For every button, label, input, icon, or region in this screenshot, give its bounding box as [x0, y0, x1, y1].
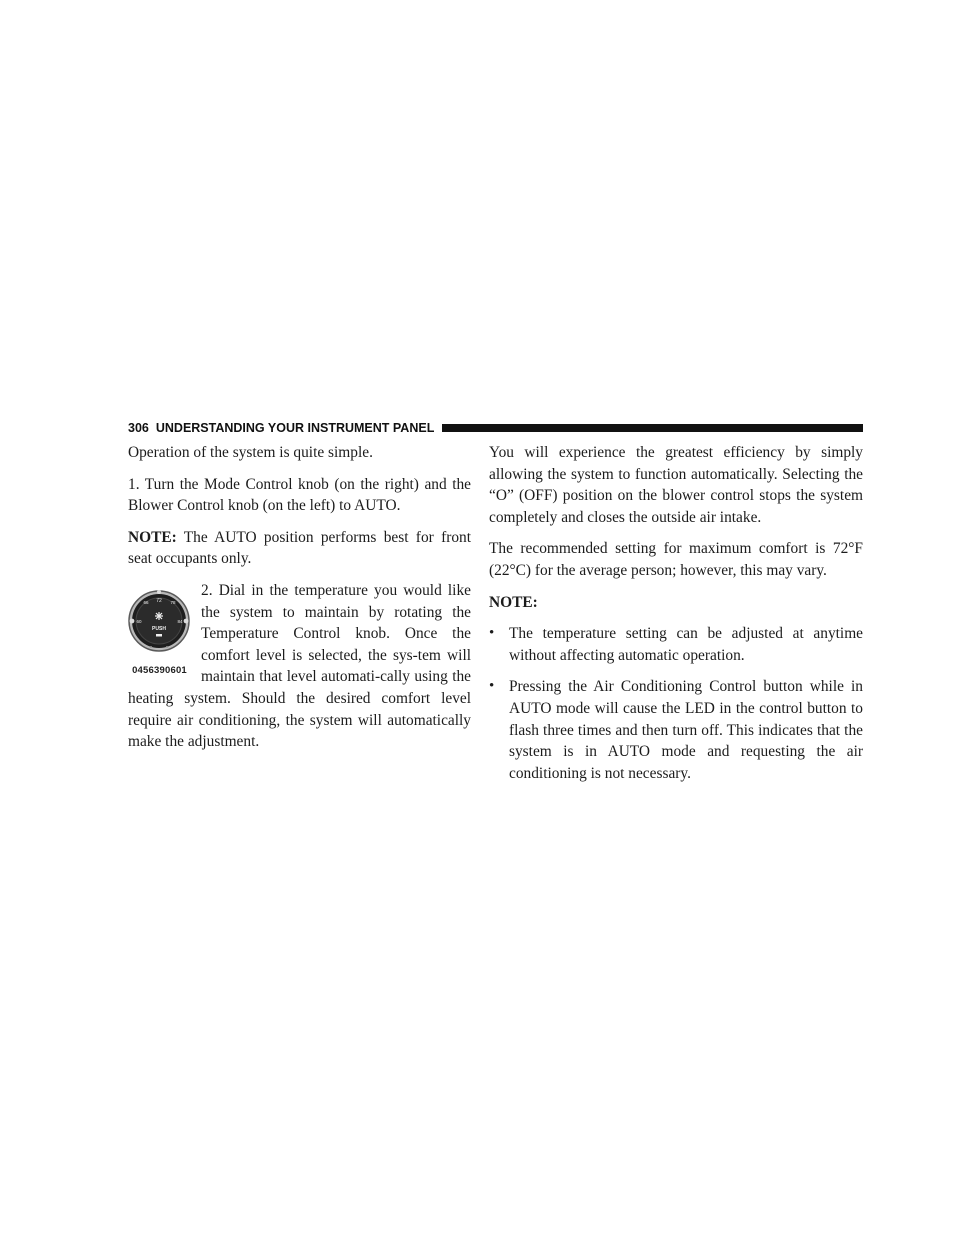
- knob-push-label: PUSH: [152, 625, 166, 632]
- step-2-paragraph: 2. Dial in the temperature you would like the system to maintain by rotating the Temperature Control knob. Once the comfort level is selected, the sys-tem will maintain that level automati-cally using the heating system. Should the desired comfort level require air conditioning, the system will automatically make the adjustment.: [128, 581, 471, 751]
- step-2-block: [128, 580, 471, 753]
- temperature-knob-figure: [118, 580, 201, 680]
- note-heading: NOTE:: [489, 593, 538, 611]
- intro-paragraph: Operation of the system is quite simple.: [128, 444, 373, 461]
- left-column: [128, 442, 471, 753]
- recommended-setting-paragraph: The recommended setting for maximum comfort is 72°F (22°C) for the average person; however, this may vary.: [489, 540, 863, 579]
- bullet-icon: •: [489, 625, 495, 642]
- bullet-text: The temperature setting can be adjusted at anytime without affecting automatic operation.: [509, 625, 863, 664]
- knob-label-upper-left: 66: [143, 599, 149, 605]
- bullet-text: Pressing the Air Conditioning Control button while in AUTO mode will cause the LED in the control button to flash three times and then turn off. This indicates that the system is in AUTO mode and requesting the air conditioning is not necessary.: [509, 678, 863, 782]
- note-label: NOTE:: [128, 528, 177, 546]
- efficiency-paragraph: You will experience the greatest efficiency by simply allowing the system to function automatically. Selecting the “O” (OFF) position on the blower control stops the system completely and closes the outside air intake.: [489, 444, 863, 526]
- knob-label-upper-right: 78: [170, 599, 176, 605]
- temperature-knob-icon: [118, 580, 201, 660]
- page-number: 306: [128, 421, 149, 435]
- knob-label-left: 60: [136, 618, 142, 624]
- note-bullet-list: [489, 623, 863, 784]
- list-item: [489, 676, 863, 784]
- note-text: The AUTO position performs best for front seat occupants only.: [128, 528, 471, 568]
- step-1-paragraph: 1. Turn the Mode Control knob (on the right) and the Blower Control knob (on the left) to AUTO.: [128, 475, 471, 515]
- page-header: [128, 420, 863, 436]
- figure-id: 0456390601: [132, 664, 187, 676]
- bullet-icon: •: [489, 678, 495, 695]
- note-paragraph: [128, 527, 471, 570]
- section-title: UNDERSTANDING YOUR INSTRUMENT PANEL: [155, 421, 435, 435]
- list-item: [489, 623, 863, 666]
- header-rule: [442, 424, 863, 432]
- right-column: [489, 442, 863, 794]
- knob-label-right: 84: [177, 618, 183, 624]
- knob-label-top: 72: [156, 597, 162, 604]
